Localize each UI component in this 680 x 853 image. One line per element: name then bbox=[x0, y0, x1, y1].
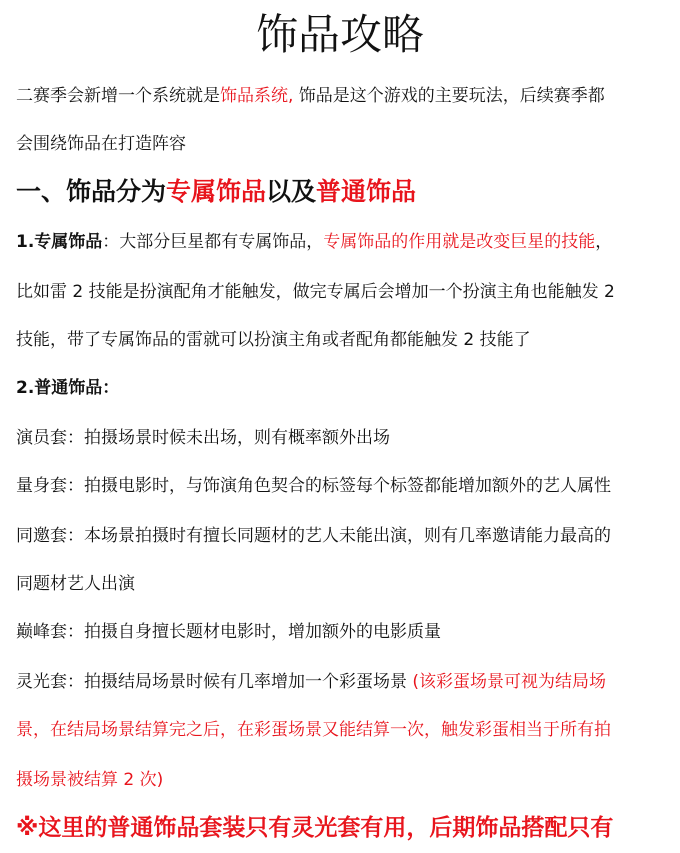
exclusive-line-1 bbox=[16, 230, 668, 254]
exclusive-line-3: 技能，带了专属饰品的雷就可以扮演主角或者配角都能触发 2 技能了 bbox=[16, 330, 531, 350]
normal-item-invite-cont: 同题材艺人出演 bbox=[16, 574, 135, 594]
normal-item-invite: 同邀套：本场景拍摄时有擅长同题材的艺人未能出演，则有几率邀请能力最高的 bbox=[16, 526, 611, 546]
exclusive-text-end: ， bbox=[595, 232, 613, 252]
page-title: 饰品攻略 bbox=[255, 10, 424, 59]
intro-text: 二赛季会新增一个系统就是 bbox=[16, 86, 220, 106]
intro-highlight: 饰品系统, bbox=[220, 86, 294, 106]
exclusive-text: ：大部分巨星都有专属饰品， bbox=[102, 232, 324, 252]
normal-item-peak: 巅峰套：拍摄自身擅长题材电影时，增加额外的电影质量 bbox=[16, 622, 441, 642]
section-heading-mid: 以及 bbox=[266, 177, 317, 206]
exclusive-label: 1.专属饰品 bbox=[16, 232, 103, 252]
inspiration-note-2: 景，在结局场景结算完之后，在彩蛋场景又能结算一次，触发彩蛋相当于所有拍 bbox=[16, 720, 611, 740]
inspiration-note-1: (该彩蛋场景可视为结局场 bbox=[412, 672, 607, 692]
intro-line-1 bbox=[16, 84, 668, 108]
section-heading-highlight-1: 专属饰品 bbox=[166, 177, 267, 206]
intro-line-2: 会围绕饰品在打造阵容 bbox=[16, 134, 186, 154]
exclusive-highlight: 专属饰品的作用就是改变巨星的技能 bbox=[323, 232, 596, 252]
footer-note: ※这里的普通饰品套装只有灵光套有用，后期饰品搭配只有 bbox=[16, 815, 614, 841]
normal-item-inspiration bbox=[16, 670, 668, 694]
normal-item-actor: 演员套：拍摄场景时候未出场，则有概率额外出场 bbox=[16, 428, 390, 448]
section-heading bbox=[16, 175, 676, 209]
normal-item-tailor: 量身套：拍摄电影时，与饰演角色契合的标签每个标签都能增加额外的艺人属性 bbox=[16, 476, 611, 496]
inspiration-note-3: 摄场景被结算 2 次) bbox=[16, 770, 164, 790]
section-heading-highlight-2: 普通饰品 bbox=[316, 177, 417, 206]
normal-label: 2.普通饰品： bbox=[16, 378, 120, 398]
section-heading-prefix: 一、饰品分为 bbox=[16, 177, 167, 206]
intro-text-end: 饰品是这个游戏的主要玩法，后续赛季都 bbox=[293, 86, 605, 106]
exclusive-line-2: 比如雷 2 技能是扮演配角才能触发，做完专属后会增加一个扮演主角也能触发 2 bbox=[16, 282, 615, 302]
inspiration-text: 灵光套：拍摄结局场景时候有几率增加一个彩蛋场景 bbox=[16, 672, 413, 692]
